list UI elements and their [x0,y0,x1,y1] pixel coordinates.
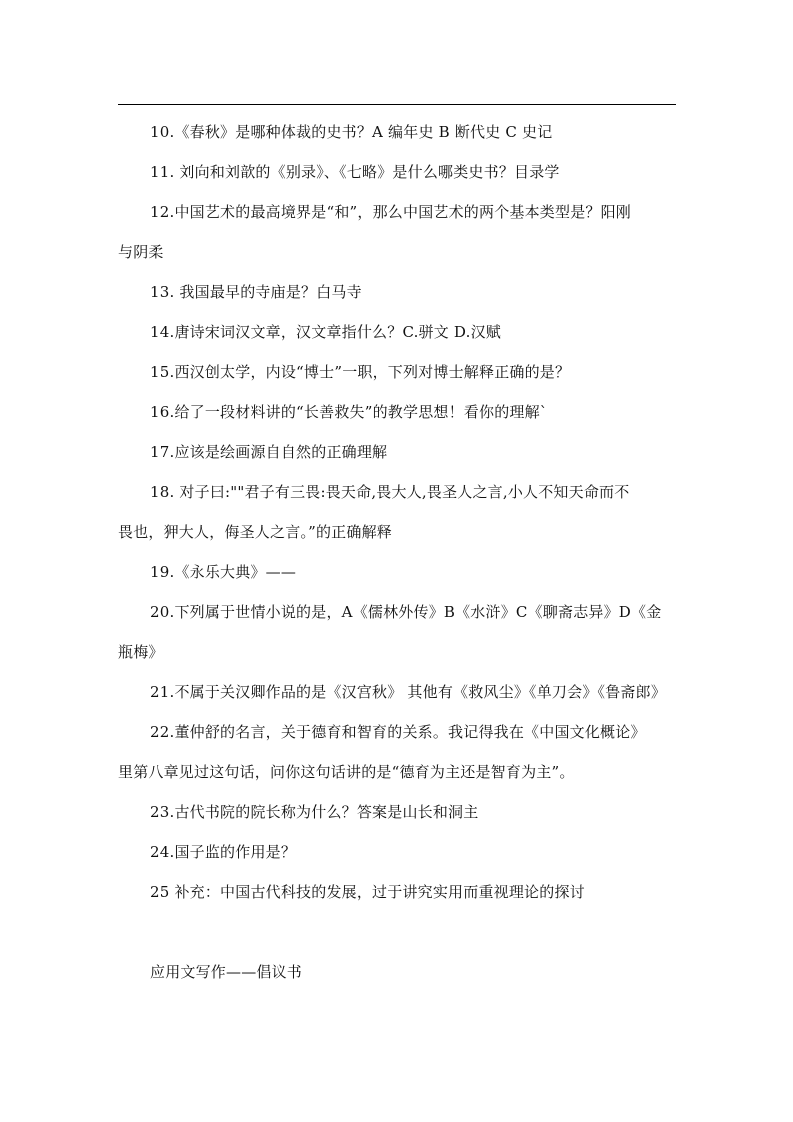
question-11: 11. 刘向和刘歆的《别录》、《七略》是什么哪类史书？目录学 [150,163,560,181]
question-13: 13. 我国最早的寺庙是？白马寺 [150,283,362,301]
question-10: 10.《春秋》是哪种体裁的史书？A 编年史 B 断代史 C 史记 [150,123,553,141]
question-14: 14.唐诗宋词汉文章，汉文章指什么？C.骈文 D.汉赋 [150,323,501,341]
question-20-continued: 瓶梅》 [118,643,164,661]
question-23: 23.古代书院的院长称为什么？答案是山长和洞主 [150,803,479,821]
question-24: 24.国子监的作用是？ [150,843,297,861]
question-19: 19.《永乐大典》—— [150,563,297,581]
question-20: 20.下列属于世情小说的是，A《儒林外传》B《水浒》C《聊斋志异》D《金 [150,603,662,621]
question-16: 16.给了一段材料讲的“长善救失”的教学思想！看你的理解` [150,403,548,421]
question-22-continued: 里第八章见过这句话，问你这句话讲的是“德育为主还是智育为主”。 [118,763,575,781]
question-22: 22.董仲舒的名言，关于德育和智育的关系。我记得我在《中国文化概论》 [150,723,646,741]
question-17: 17.应该是绘画源自自然的正确理解 [150,443,388,461]
question-25-supplement: 25 补充：中国古代科技的发展，过于讲究实用而重视理论的探讨 [150,883,585,901]
question-18-continued: 畏也，狎大人，侮圣人之言。”的正确解释 [118,523,392,541]
question-15: 15.西汉创太学，内设“博士”一职，下列对博士解释正确的是？ [150,363,571,381]
question-12: 12.中国艺术的最高境界是“和”，那么中国艺术的两个基本类型是？阳刚 [150,203,631,221]
question-18: 18. 对子曰:""君子有三畏:畏天命,畏大人,畏圣人之言,小人不知天命而不 [150,483,630,501]
question-21: 21.不属于关汉卿作品的是《汉宫秋》 其他有《救风尘》《单刀会》《鲁斋郎》 [150,683,667,701]
section-heading-proposal: 应用文写作——倡议书 [150,963,303,981]
question-12-continued: 与阴柔 [118,243,164,261]
header-rule [118,104,676,105]
